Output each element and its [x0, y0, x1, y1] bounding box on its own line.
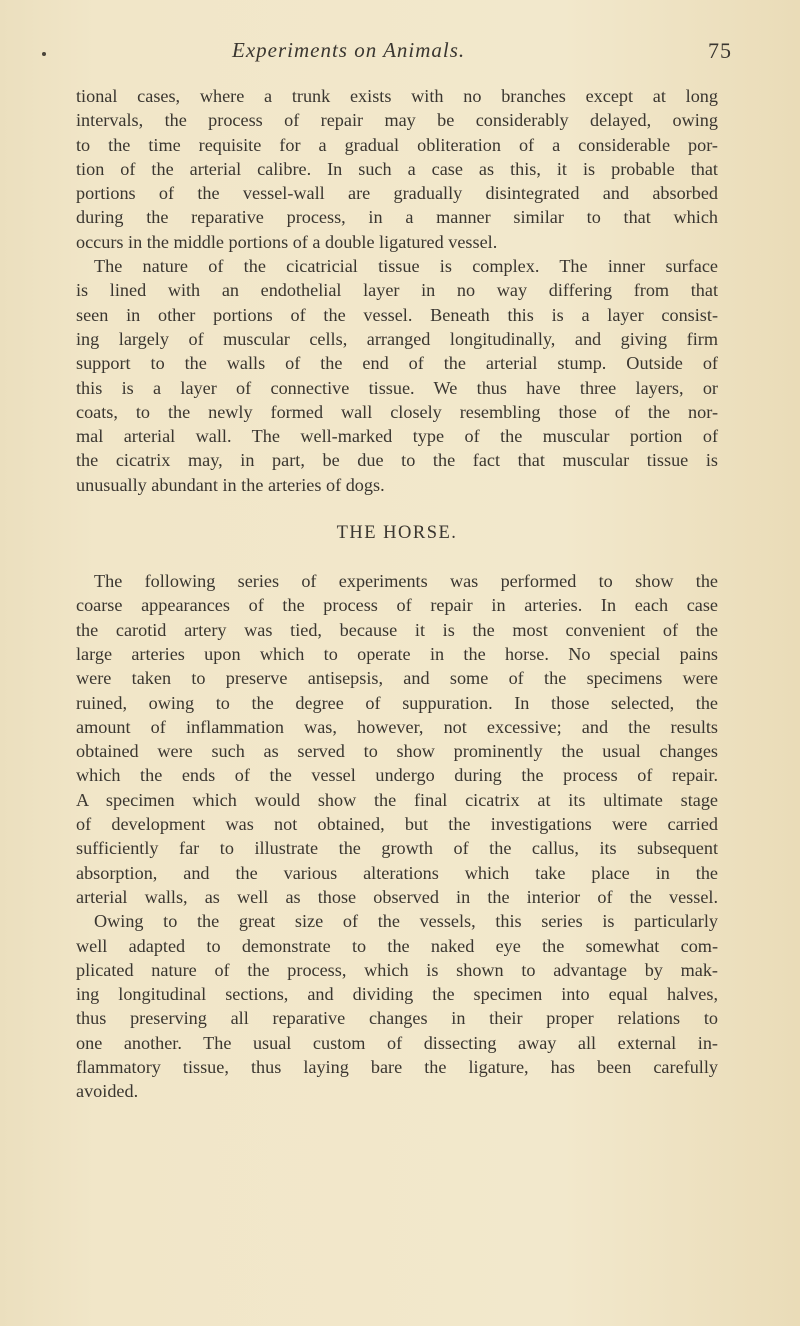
paragraph-1	[76, 84, 718, 254]
text-line: of development was not obtained, but the investigations were carried	[76, 814, 718, 835]
text-line: during the reparative process, in a manner similar to that which	[76, 207, 718, 228]
margin-dot	[42, 52, 46, 56]
text-line: ing largely of muscular cells, arranged longitudinally, and giving firm	[76, 328, 718, 349]
text-line: The nature of the cicatricial tissue is complex. The inner surface	[94, 256, 718, 277]
text-line: Owing to the great size of the vessels, this series is particularly	[94, 911, 718, 932]
paragraph-3	[76, 569, 718, 909]
text-line: The following series of experiments was performed to show the	[94, 571, 718, 592]
text-line: unusually abundant in the arteries of dogs.	[76, 474, 385, 495]
text-line: the cicatrix may, in part, be due to the fact that muscular tissue is	[76, 450, 718, 471]
text-line: well adapted to demonstrate to the naked eye the somewhat com-	[76, 935, 718, 956]
text-line: portions of the vessel-wall are gradually disintegrated and absorbed	[76, 183, 718, 204]
text-line: amount of inflammation was, however, not excessive; and the results	[76, 716, 718, 737]
text-line: avoided.	[76, 1081, 139, 1102]
text-line: which the ends of the vessel undergo during the process of repair.	[76, 765, 718, 786]
text-line: obtained were such as served to show prominently the usual changes	[76, 741, 718, 762]
text-line: occurs in the middle portions of a double ligatured vessel.	[76, 231, 498, 252]
text-line: seen in other portions of the vessel. Beneath this is a layer consist-	[76, 304, 718, 325]
text-line: intervals, the process of repair may be considerably delayed, owing	[76, 110, 718, 131]
text-line: A specimen which would show the final cicatrix at its ultimate stage	[76, 789, 718, 810]
text-line: were taken to preserve antisepsis, and some of the specimens were	[76, 668, 718, 689]
text-line: plicated nature of the process, which is shown to advantage by mak-	[76, 959, 718, 980]
text-line: coats, to the newly formed wall closely resembling those of the nor-	[76, 401, 718, 422]
text-line: flammatory tissue, thus laying bare the ligature, has been carefully	[76, 1056, 718, 1077]
text-line: absorption, and the various alterations which take place in the	[76, 862, 718, 883]
text-line: to the time requisite for a gradual obliteration of a considerable por-	[76, 134, 718, 155]
text-line: one another. The usual custom of dissecting away all external in-	[76, 1032, 718, 1053]
text-line: arterial walls, as well as those observed in the interior of the vessel.	[76, 886, 718, 907]
text-line: coarse appearances of the process of repair in arteries. In each case	[76, 595, 718, 616]
text-line: the carotid artery was tied, because it is the most convenient of the	[76, 619, 718, 640]
text-line: ing longitudinal sections, and dividing the specimen into equal halves,	[76, 984, 718, 1005]
running-title: Experiments on Animals.	[232, 38, 466, 62]
text-line: thus preserving all reparative changes in their proper relations to	[76, 1008, 718, 1029]
text-line: mal arterial wall. The well-marked type of the muscular portion of	[76, 426, 718, 447]
text-line: this is a layer of connective tissue. We thus have three layers, or	[76, 377, 718, 398]
body-text	[76, 84, 718, 1104]
text-line: support to the walls of the end of the arterial stump. Outside of	[76, 353, 718, 374]
text-line: tion of the arterial calibre. In such a case as this, it is probable that	[76, 158, 718, 179]
paragraph-2	[76, 254, 718, 497]
page-number: 75	[708, 38, 732, 63]
section-heading: THE HORSE.	[336, 523, 458, 544]
text-line: is lined with an endothelial layer in no way differing from that	[76, 280, 718, 301]
paragraph-4	[76, 909, 718, 1103]
text-line: large arteries upon which to operate in the horse. No special pains	[76, 643, 718, 664]
text-line: sufficiently far to illustrate the growth of the callus, its subsequent	[76, 838, 718, 859]
text-line: ruined, owing to the degree of suppuration. In those selected, the	[76, 692, 718, 713]
text-line: tional cases, where a trunk exists with no branches except at long	[76, 86, 718, 106]
